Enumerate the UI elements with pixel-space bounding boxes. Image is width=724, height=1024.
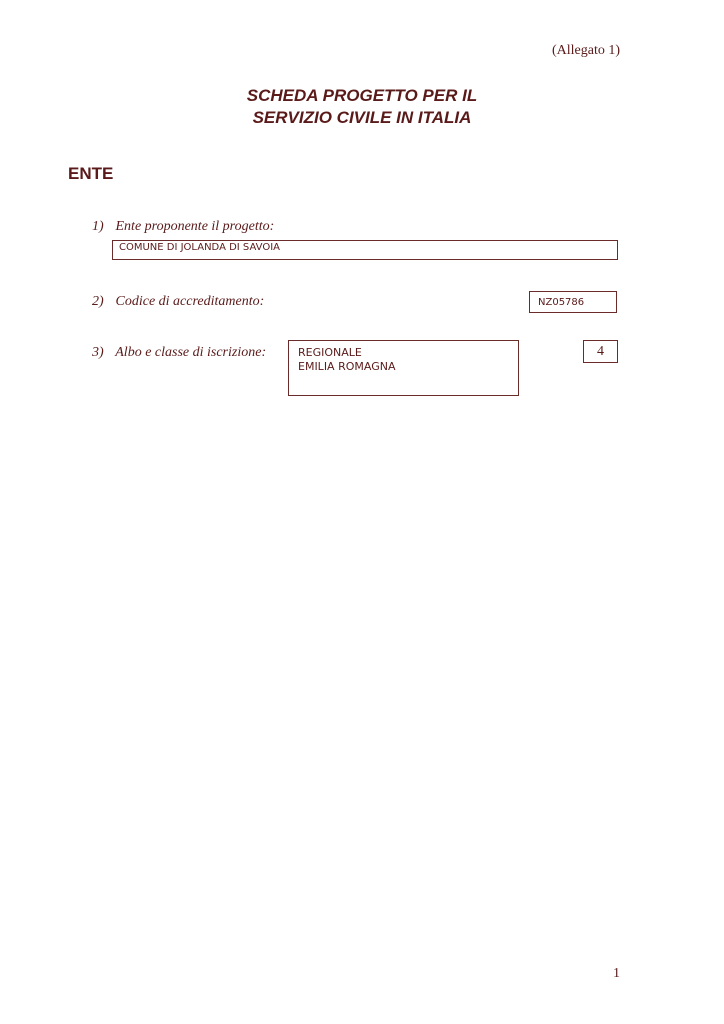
- albo-value-line-2: EMILIA ROMAGNA: [298, 360, 396, 373]
- question-text: Ente proponente il progetto:: [115, 219, 275, 234]
- ente-proponente-field[interactable]: COMUNE DI JOLANDA DI SAVOIA: [112, 240, 618, 260]
- ente-proponente-label: [92, 219, 274, 235]
- question-number: 3): [92, 345, 104, 360]
- albo-field[interactable]: [288, 340, 519, 396]
- question-text: Codice di accreditamento:: [115, 294, 265, 309]
- title-line-2: SERVIZIO CIVILE IN ITALIA: [252, 108, 472, 127]
- codice-accreditamento-field[interactable]: NZ05786: [529, 291, 617, 313]
- page-number: 1: [613, 966, 620, 981]
- codice-accreditamento-label: [92, 294, 264, 310]
- albo-classe-label: [92, 345, 266, 361]
- question-text: Albo e classe di iscrizione:: [115, 345, 267, 360]
- classe-field[interactable]: 4: [583, 340, 618, 363]
- allegato-label: (Allegato 1): [551, 43, 620, 58]
- question-number: 1): [92, 219, 104, 234]
- albo-value-line-1: REGIONALE: [298, 346, 362, 359]
- title-line-1: SCHEDA PROGETTO PER IL: [246, 86, 478, 105]
- section-heading-ente: ENTE: [68, 164, 114, 183]
- document-title: [0, 85, 724, 129]
- question-number: 2): [92, 294, 104, 309]
